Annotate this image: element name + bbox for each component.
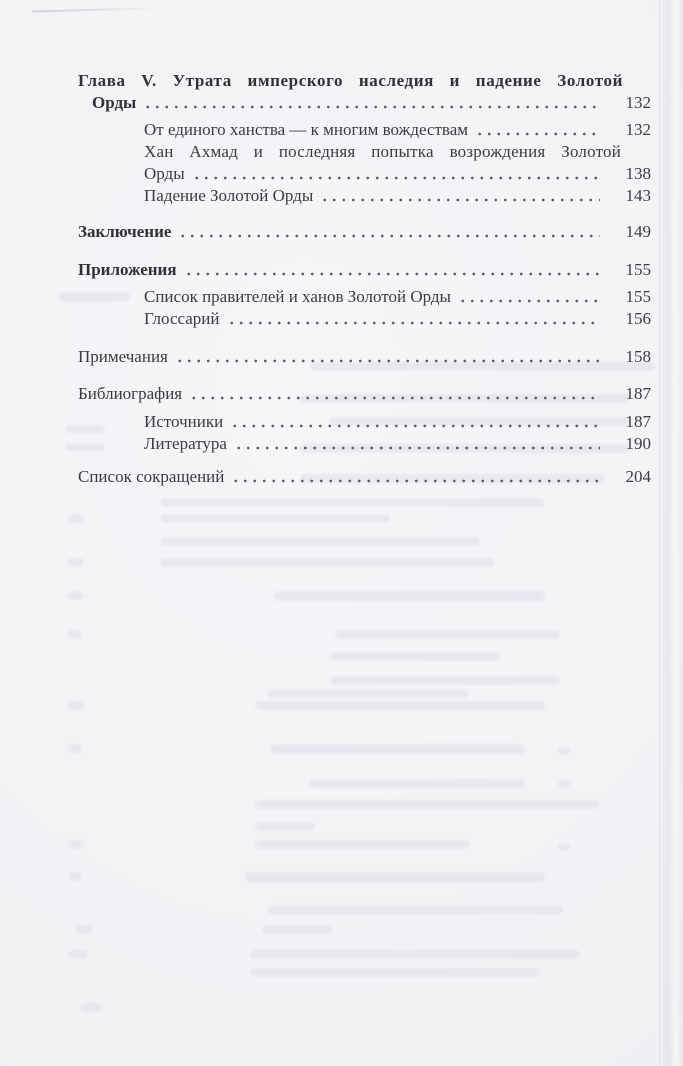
page-number: 132 (625, 120, 651, 139)
bleedthrough-line (255, 840, 470, 849)
toc-entry-sub (144, 185, 651, 207)
toc-entry-title-line: Хан Ахмад и последняя попытка возрождения Золотой (144, 142, 621, 161)
toc-entry-sub (144, 433, 651, 455)
toc-entry-notes (78, 346, 651, 368)
toc-entry-title-continuation: Орды (144, 164, 185, 183)
dot-leader (227, 320, 601, 326)
page-number: 155 (625, 260, 651, 279)
page-edge-shading (659, 0, 683, 1066)
bleedthrough-line (68, 701, 84, 710)
toc-entry-title-line: Глава V. Утрата имперского наследия и падение Золотой (78, 71, 623, 90)
toc-entry-title: Список правителей и ханов Золотой Орды (144, 287, 451, 306)
bleedthrough-line (68, 950, 88, 959)
bleedthrough-line (250, 968, 540, 977)
bleedthrough-line (245, 872, 545, 882)
toc-entry-appendices (78, 259, 651, 281)
toc-entry-title: Примечания (78, 347, 168, 366)
bleedthrough-line (160, 514, 390, 523)
dot-leader (230, 423, 600, 429)
bleedthrough-line (80, 1003, 102, 1012)
toc-entry-sub (144, 308, 651, 330)
page-number: 132 (625, 93, 651, 112)
dot-leader (175, 358, 600, 364)
toc-entry-title: Приложения (78, 260, 177, 279)
dot-leader (143, 104, 600, 110)
page-number: 155 (625, 287, 651, 306)
bleedthrough-line (330, 676, 560, 685)
page-number: 187 (625, 412, 651, 431)
toc-entry-chapter-5 (78, 70, 651, 114)
bleedthrough-line (68, 514, 84, 523)
bleedthrough-line (255, 822, 315, 831)
bleedthrough-line (273, 591, 545, 601)
bleedthrough-line (268, 905, 563, 914)
toc-entry-title: Литература (144, 434, 227, 453)
toc-entry-sub (144, 411, 651, 433)
dot-leader (192, 175, 600, 181)
page-number: 143 (625, 186, 651, 205)
dot-leader (475, 131, 600, 137)
bleedthrough-line (68, 558, 84, 567)
toc-entry-sub (144, 141, 651, 185)
dot-leader (234, 445, 600, 451)
dot-leader (320, 197, 600, 203)
toc-entry-conclusion (78, 221, 651, 243)
dot-leader (189, 395, 600, 401)
paper-scratch-mark (32, 7, 150, 12)
bleedthrough-line (270, 744, 525, 754)
toc-entry-title: Источники (144, 412, 224, 431)
bleedthrough-line (250, 950, 580, 959)
dot-leader (458, 298, 600, 304)
page-number: 158 (625, 347, 651, 366)
bleedthrough-line (268, 689, 468, 698)
bleedthrough-line (68, 744, 82, 753)
bleedthrough-line (262, 925, 332, 934)
bleedthrough-line (558, 843, 570, 851)
table-of-contents (78, 70, 651, 488)
bleedthrough-line (68, 591, 84, 600)
toc-entry-title: От единого ханства — к многим вождествам (144, 120, 469, 139)
dot-leader (178, 233, 600, 239)
toc-entry-title: Падение Золотой Орды (144, 186, 314, 205)
toc-entry-title: Список сокращений (78, 467, 225, 486)
bleedthrough-line (160, 498, 545, 507)
bleedthrough-line (335, 630, 560, 639)
bleedthrough-line (255, 800, 600, 809)
page-number: 149 (625, 222, 651, 241)
bleedthrough-line (310, 779, 525, 788)
bleedthrough-line (160, 537, 480, 546)
toc-entry-title: Библиография (78, 384, 183, 403)
toc-entry-sub (144, 286, 651, 308)
bleedthrough-line (558, 780, 570, 788)
page-number: 187 (625, 384, 651, 403)
dot-leader (231, 478, 600, 484)
toc-entry-bibliography (78, 383, 651, 405)
page-number: 204 (625, 467, 651, 486)
bleedthrough-line (68, 630, 82, 639)
page-number: 156 (625, 309, 651, 328)
toc-entry-title: Заключение (78, 222, 172, 241)
bleedthrough-line (558, 747, 570, 755)
bleedthrough-line (75, 925, 93, 934)
toc-entry-abbreviations (78, 466, 651, 488)
page-number: 138 (625, 164, 651, 183)
bleedthrough-line (255, 701, 545, 710)
bleedthrough-line (330, 652, 500, 661)
bleedthrough-line (68, 872, 82, 881)
toc-entry-title: Глоссарий (144, 309, 220, 328)
bleedthrough-line (68, 840, 84, 849)
dot-leader (184, 271, 600, 277)
toc-entry-title-continuation: Орды (92, 93, 137, 112)
bleedthrough-line (160, 558, 495, 567)
toc-entry-sub (144, 119, 651, 141)
page-number: 190 (625, 434, 651, 453)
